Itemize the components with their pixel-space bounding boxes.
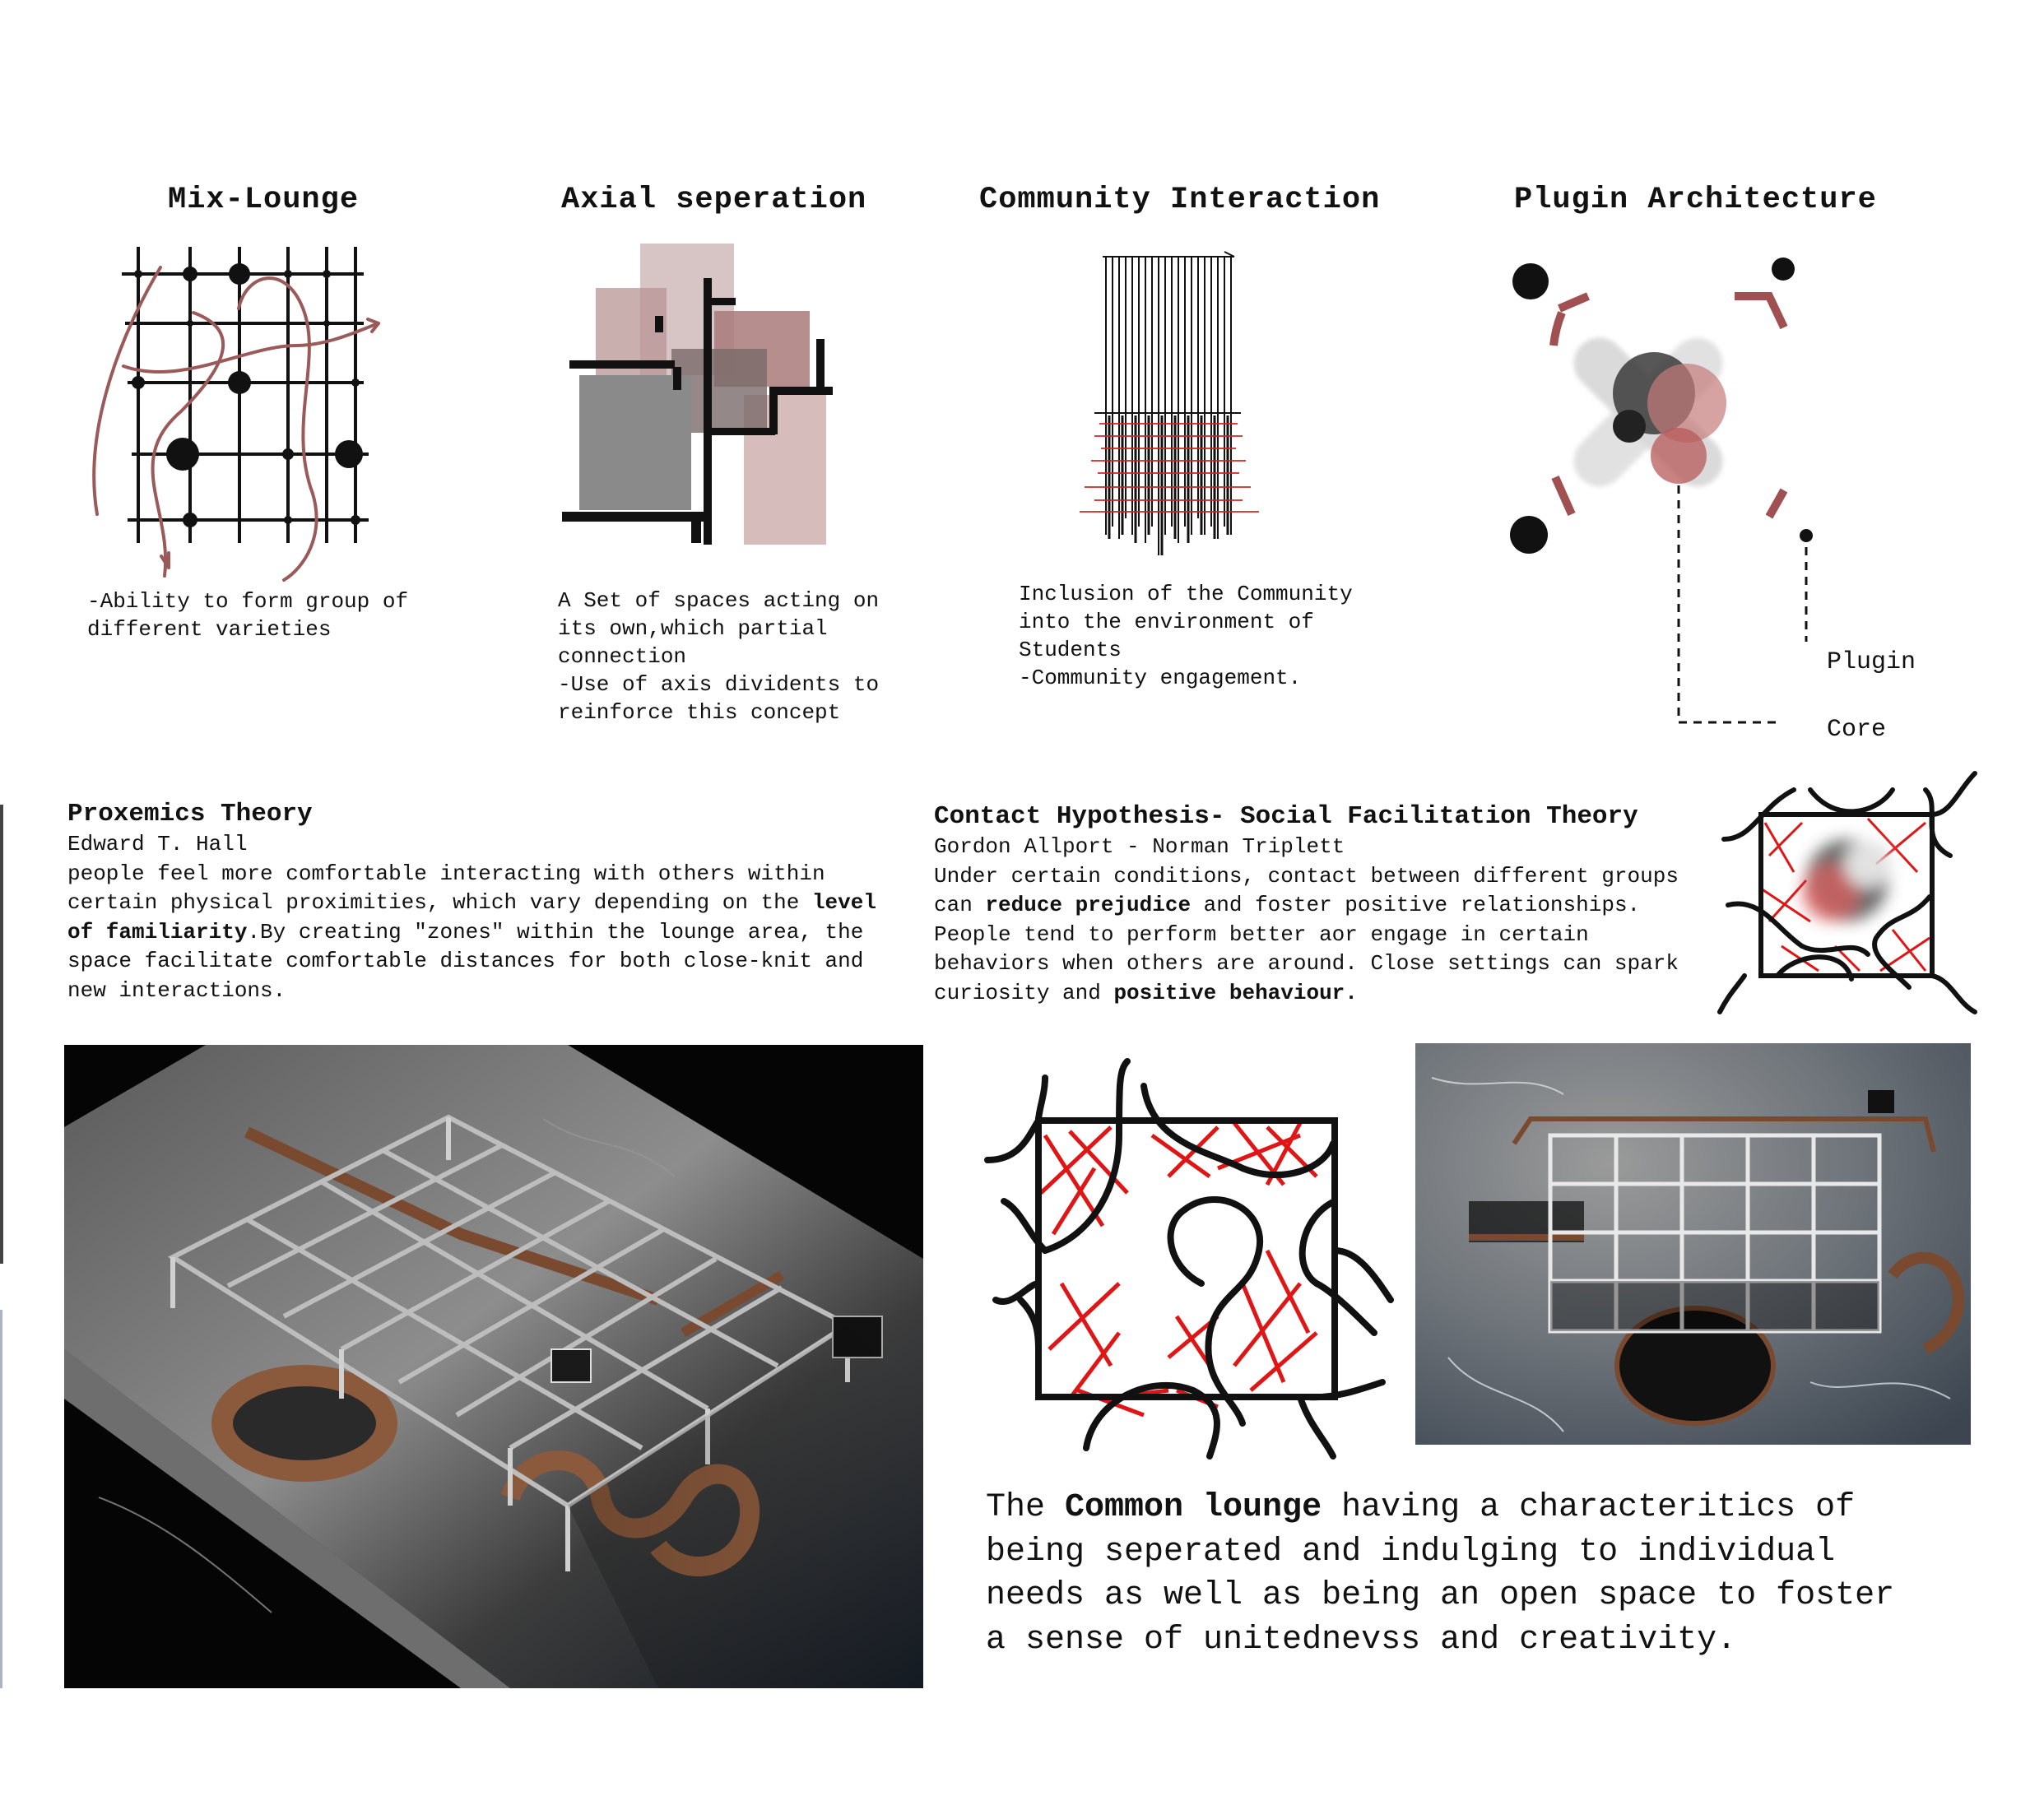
- contact-line: Under certain conditions, contact between different groups: [934, 863, 1679, 889]
- proxemics-line: certain physical proximities, which vary depending on the level: [67, 890, 876, 915]
- emphasis-text: level: [811, 890, 876, 915]
- mix-lounge-caption: -Ability to form group of different varieties: [87, 589, 409, 642]
- emphasis-text: of familiarity: [67, 919, 248, 944]
- axial-separation-title: Axial seperation: [561, 183, 867, 217]
- plugin-architecture-title: Plugin Architecture: [1514, 183, 1877, 217]
- emphasis-text: reduce prejudice: [985, 893, 1192, 917]
- mix-lounge-title: Mix-Lounge: [168, 183, 360, 217]
- axial-separation-caption: A Set of spaces acting on its own,which partial connection -Use of axis dividents to reinforce this concept: [558, 588, 880, 725]
- summary-text: [986, 1486, 1894, 1662]
- proxemics-line: people feel more comfortable interacting with others within: [67, 861, 825, 886]
- contact-line: People tend to perform better aor engage in certain: [934, 921, 1589, 947]
- proxemics-title: Proxemics Theory: [67, 800, 313, 828]
- contact-line: curiosity and positive behaviour.: [934, 980, 1358, 1005]
- contact-hypothesis-title: Contact Hypothesis- Social Facilitation Theory: [934, 802, 1638, 831]
- contact-line: can reduce prejudice and foster positive relationships.: [934, 893, 1641, 917]
- community-interaction-title: Community Interaction: [979, 183, 1381, 217]
- proxemics-line: space facilitate comfortable distances for both close-knit and: [67, 949, 864, 973]
- proxemics-line: of familiarity.By creating "zones" within the lounge area, the: [67, 919, 864, 944]
- core-label: Core: [1827, 716, 1887, 744]
- summary-line: being seperated and indulging to individual: [986, 1533, 1836, 1571]
- contact-line: behaviors when others are around. Close settings can spark: [934, 951, 1679, 976]
- proxemics-line: new interactions.: [67, 977, 286, 1003]
- emphasis-text: Common lounge: [1065, 1489, 1322, 1526]
- contact-author: Gordon Allport - Norman Triplett: [934, 834, 1345, 859]
- summary-line: The Common lounge having a characteritics of: [986, 1489, 1856, 1526]
- community-interaction-caption: Inclusion of the Community into the environment of Students -Community engagement.: [1019, 582, 1353, 690]
- proxemics-author: Edward T. Hall: [67, 832, 248, 856]
- emphasis-text: positive behaviour.: [1113, 980, 1358, 1005]
- plugin-label: Plugin: [1827, 648, 1916, 676]
- summary-line: a sense of unitednevss and creativity.: [986, 1621, 1737, 1659]
- summary-line: needs as well as being an open space to foster: [986, 1577, 1895, 1614]
